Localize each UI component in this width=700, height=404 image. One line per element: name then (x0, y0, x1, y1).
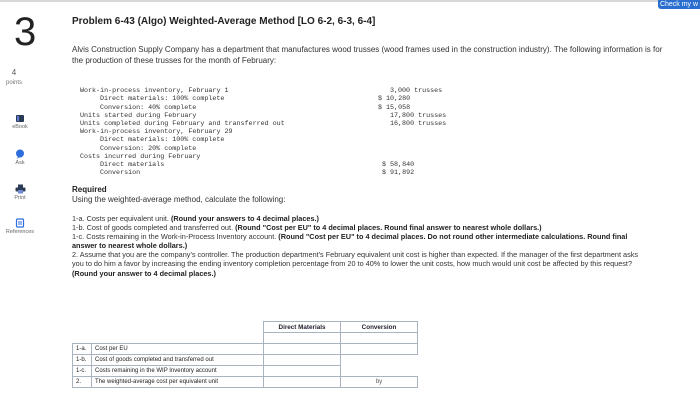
cost-per-eu-conversion-input[interactable] (341, 344, 418, 355)
data-row-label: Costs incurred during February (80, 152, 201, 161)
column-header-conversion: Conversion (341, 322, 418, 333)
top-bar (0, 0, 700, 2)
data-row-label: Units started during February (80, 111, 197, 120)
references-icon (15, 218, 25, 228)
references-link[interactable]: References (0, 218, 40, 235)
part-2: 2. Assume that you are the company's controller. The production department's February equivalent unit cost is higher than expected. If the manager of the first department asks you to do him a favor by increasing the ending inventory completion percentage from 20 to 40% to lower the unit costs, how much would unit cost be affected by this request? (Round your answer to 4 decimal places.) (72, 250, 639, 278)
table-row: 1-c. Costs remaining in the WIP Inventory account (73, 366, 418, 377)
table-row: 2. The weighted-average cost per equivalent unit by (73, 377, 418, 388)
part-1b: 1-b. Cost of goods completed and transferred out. (Round "Cost per EU" to 4 decimal places. Round final answer to nearest whole dollars.) (72, 223, 542, 233)
data-row-value: $ 58,840 (382, 160, 415, 169)
data-row-value: 17,800 trusses (390, 111, 447, 120)
cost-transferred-out-input[interactable] (264, 355, 341, 366)
data-values (378, 79, 446, 186)
data-row-value: 3,000 trusses (390, 87, 443, 96)
left-rail (0, 0, 58, 404)
cost-per-eu-dm-input[interactable] (264, 344, 341, 355)
book-icon (15, 114, 25, 123)
column-header-direct-materials: Direct Materials (264, 322, 341, 333)
data-row-label: Conversion (100, 169, 141, 178)
table-row: 1-b. Cost of goods completed and transferred out (73, 355, 418, 366)
table-row: 1-a. Cost per EU (73, 344, 418, 355)
data-row-label: Direct materials (100, 161, 165, 170)
data-row-label: Conversion: 40% complete (100, 103, 197, 112)
check-my-work-button[interactable]: Check my w (659, 1, 699, 8)
answer-table (72, 321, 418, 388)
ask-link[interactable]: Ask (0, 149, 40, 166)
ebook-link[interactable]: eBook (0, 114, 40, 130)
data-row-label: Work-in-process inventory, February 1 (80, 87, 229, 96)
data-row-label: Units completed during February and transferred out (80, 120, 285, 129)
printer-icon (15, 184, 26, 194)
problem-intro: Alvis Construction Supply Company has a department that manufactures wood trusses (wood frames used in the construction industry). The following information is for the production of these trusses for the month of February: (72, 45, 663, 65)
required-subheading: Using the weighted-average method, calculate the following: (72, 195, 286, 204)
costs-remaining-wip-input[interactable] (264, 366, 341, 377)
question-number: 3 (14, 10, 37, 54)
requirements-list (72, 214, 644, 278)
data-row-value: $ 91,892 (382, 169, 415, 178)
data-row-value: $ 15,058 (378, 103, 411, 112)
required-heading: Required (72, 185, 107, 194)
part-1a: 1-a. Costs per equivalent unit. (Round your answers to 4 decimal places.) (72, 214, 319, 223)
data-labels (80, 79, 285, 186)
data-row-label: Work-in-process inventory, February 29 (80, 128, 233, 137)
print-link[interactable]: Print (0, 184, 40, 201)
weighted-average-change-select[interactable] (264, 377, 341, 388)
data-row-label: Direct materials: 100% complete (100, 136, 225, 145)
points-value: 4 (11, 68, 17, 77)
data-row-label: Conversion: 20% complete (100, 144, 197, 153)
part-1c: 1-c. Costs remaining in the Work-in-Process Inventory account. (Round "Cost per EU" to 4 decimal places. Do not round other intermediate calculations. Round final answer to nearest whole dollars.) (72, 232, 628, 251)
points-label: points (5, 80, 22, 86)
data-row-label: Direct materials: 100% complete (100, 95, 225, 104)
data-row-value: $ 10,280 (378, 95, 411, 104)
chat-icon (15, 149, 25, 159)
problem-title: Problem 6-43 (Algo) Weighted-Average Method [LO 6-2, 6-3, 6-4] (72, 16, 376, 27)
by-label: by (341, 377, 418, 388)
data-row-value: 16,800 trusses (390, 120, 447, 129)
